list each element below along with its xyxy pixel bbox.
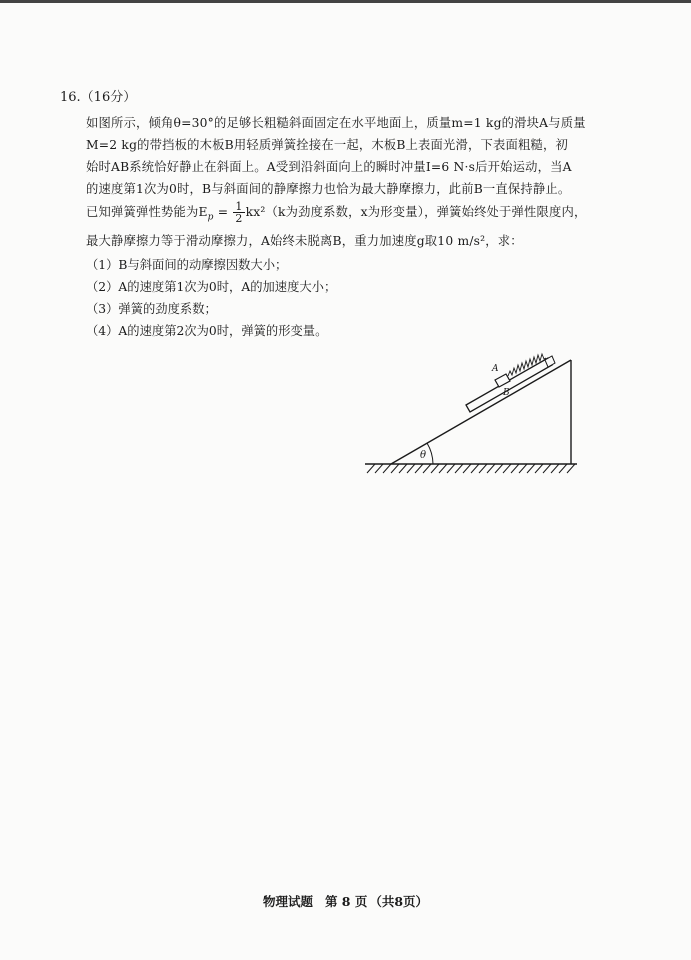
incline-surface — [391, 360, 571, 464]
ground-hatching — [367, 464, 575, 473]
footer-page: 第 8 页 — [324, 894, 368, 909]
board-b — [466, 358, 552, 412]
fraction-numerator: 1 — [235, 200, 243, 213]
question-line-6: 最大静摩擦力等于滑动摩擦力，A始终未脱离B，重力加速度g取10 m/s²，求： — [86, 234, 523, 248]
fraction-one-half — [233, 201, 244, 224]
footer-total: （共8页） — [369, 894, 429, 909]
question-line-4: 的速度第1次为0时，B与斜面间的静摩擦力也恰为最大静摩擦力，此前B一直保持静止。 — [86, 182, 571, 196]
formula-prefix: 已知弹簧弹性势能为E — [86, 205, 208, 219]
formula-line — [86, 201, 587, 224]
question-line-3: 始时AB系统恰好静止在斜面上。A受到沿斜面向上的瞬时冲量I=6 N·s后开始运动，当A — [86, 160, 572, 174]
question-line-1: 如图所示，倾角θ=30°的足够长粗糙斜面固定在水平地面上，质量m=1 kg的滑块A与质量 — [86, 116, 586, 130]
subquestion-1: （1）B与斜面间的动摩擦因数大小； — [86, 258, 288, 272]
label-a: A — [492, 364, 499, 374]
subquestion-2: （2）A的速度第1次为0时，A的加速度大小； — [86, 280, 337, 294]
footer-subject: 物理试题 — [262, 894, 313, 909]
formula-suffix: kx²（k为劲度系数，x为形变量），弹簧始终处于弹性限度内， — [245, 205, 587, 219]
label-b: B — [503, 388, 510, 398]
fraction-denominator: 2 — [235, 212, 243, 225]
angle-label: θ — [420, 450, 427, 461]
page-footer — [0, 892, 691, 910]
question-number: 16.（16分） — [60, 90, 137, 105]
formula-equals: = — [213, 205, 233, 219]
formula-subscript: p — [207, 212, 214, 223]
angle-arc — [427, 443, 433, 464]
subquestion-4: （4）A的速度第2次为0时，弹簧的形变量。 — [86, 324, 328, 338]
subquestion-3: （3）弹簧的劲度系数； — [86, 302, 217, 316]
question-line-2: M=2 kg的带挡板的木板B用轻质弹簧拴接在一起，木板B上表面光滑，下表面粗糙，初 — [86, 138, 569, 152]
top-border — [0, 0, 691, 3]
incline-diagram — [355, 333, 585, 483]
